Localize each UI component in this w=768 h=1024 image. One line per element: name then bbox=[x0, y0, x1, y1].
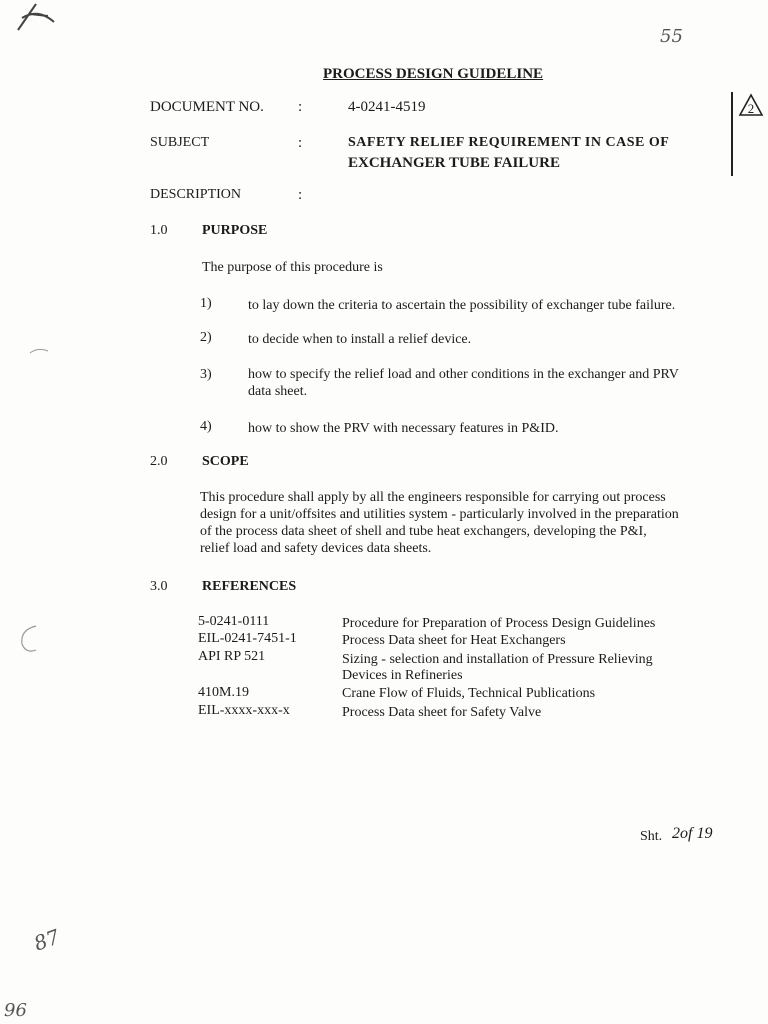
reference-code: 5-0241-0111 bbox=[198, 614, 270, 629]
document-no-value: 4-0241-4519 bbox=[348, 99, 426, 115]
handwritten-page-mark: 55 bbox=[660, 26, 683, 47]
handwritten-mark-87: 87 bbox=[30, 924, 63, 956]
purpose-heading: PURPOSE bbox=[202, 223, 268, 238]
scan-artifact bbox=[14, 620, 44, 660]
references-heading: REFERENCES bbox=[202, 579, 297, 594]
reference-code: EIL-0241-7451-1 bbox=[198, 631, 297, 646]
scope-line-2: design for a unit/offsites and utilities system - particularly involved in the preparation bbox=[200, 507, 679, 522]
reference-description: Sizing - selection and installation of Pressure Relieving bbox=[342, 652, 653, 667]
revision-triangle-icon bbox=[738, 93, 764, 122]
handwritten-mark-96: 96 bbox=[4, 1000, 27, 1021]
references-number: 3.0 bbox=[150, 579, 168, 594]
purpose-item-3-text: how to specify the relief load and other conditions in the exchanger and PRV bbox=[248, 367, 679, 382]
purpose-item-4-number: 4) bbox=[200, 419, 212, 434]
sheet-number: 2of 19 bbox=[672, 825, 713, 842]
reference-code: EIL-xxxx-xxx-x bbox=[198, 703, 290, 718]
purpose-item-3-number: 3) bbox=[200, 367, 212, 382]
reference-description: Crane Flow of Fluids, Technical Publications bbox=[342, 686, 596, 701]
purpose-item-4-text: how to show the PRV with necessary features in P&ID. bbox=[248, 421, 559, 436]
purpose-number: 1.0 bbox=[150, 223, 168, 238]
purpose-intro: The purpose of this procedure is bbox=[202, 260, 383, 275]
revision-bar bbox=[731, 92, 733, 176]
subject-sep: : bbox=[298, 135, 303, 151]
purpose-item-1-number: 1) bbox=[200, 296, 212, 311]
description-sep: : bbox=[298, 187, 303, 203]
scope-line-1: This procedure shall apply by all the engineers responsible for carrying out process bbox=[200, 490, 666, 505]
document-no-sep: : bbox=[298, 99, 303, 115]
reference-code: API RP 521 bbox=[198, 649, 266, 664]
scribble-mark bbox=[8, 0, 68, 40]
reference-code: 410M.19 bbox=[198, 685, 249, 700]
scope-line-4: relief load and safety devices data sheets. bbox=[200, 541, 432, 556]
reference-description-cont: Devices in Refineries bbox=[342, 668, 463, 683]
subject-line-1: SAFETY RELIEF REQUIREMENT IN CASE OF bbox=[348, 135, 670, 150]
scope-heading: SCOPE bbox=[202, 454, 249, 469]
page-title: PROCESS DESIGN GUIDELINE bbox=[323, 66, 544, 82]
scope-number: 2.0 bbox=[150, 454, 168, 469]
sheet-label: Sht. bbox=[640, 829, 663, 844]
purpose-item-2-number: 2) bbox=[200, 330, 212, 345]
subject-label: SUBJECT bbox=[150, 135, 210, 150]
document-no-label: DOCUMENT NO. bbox=[150, 99, 264, 115]
revision-number: 2 bbox=[747, 101, 755, 116]
reference-description: Procedure for Preparation of Process Design Guidelines bbox=[342, 616, 656, 631]
scope-line-3: of the process data sheet of shell and tube heat exchangers, developing the P&I, bbox=[200, 524, 647, 539]
purpose-item-1-text: to lay down the criteria to ascertain the possibility of exchanger tube failure. bbox=[248, 298, 676, 313]
description-label: DESCRIPTION bbox=[150, 187, 242, 202]
subject-line-2: EXCHANGER TUBE FAILURE bbox=[348, 155, 560, 171]
reference-description: Process Data sheet for Safety Valve bbox=[342, 705, 542, 720]
purpose-item-3-text-cont: data sheet. bbox=[248, 384, 308, 399]
scan-artifact bbox=[28, 345, 52, 357]
reference-description: Process Data sheet for Heat Exchangers bbox=[342, 633, 566, 648]
purpose-item-2-text: to decide when to install a relief device. bbox=[248, 332, 472, 347]
